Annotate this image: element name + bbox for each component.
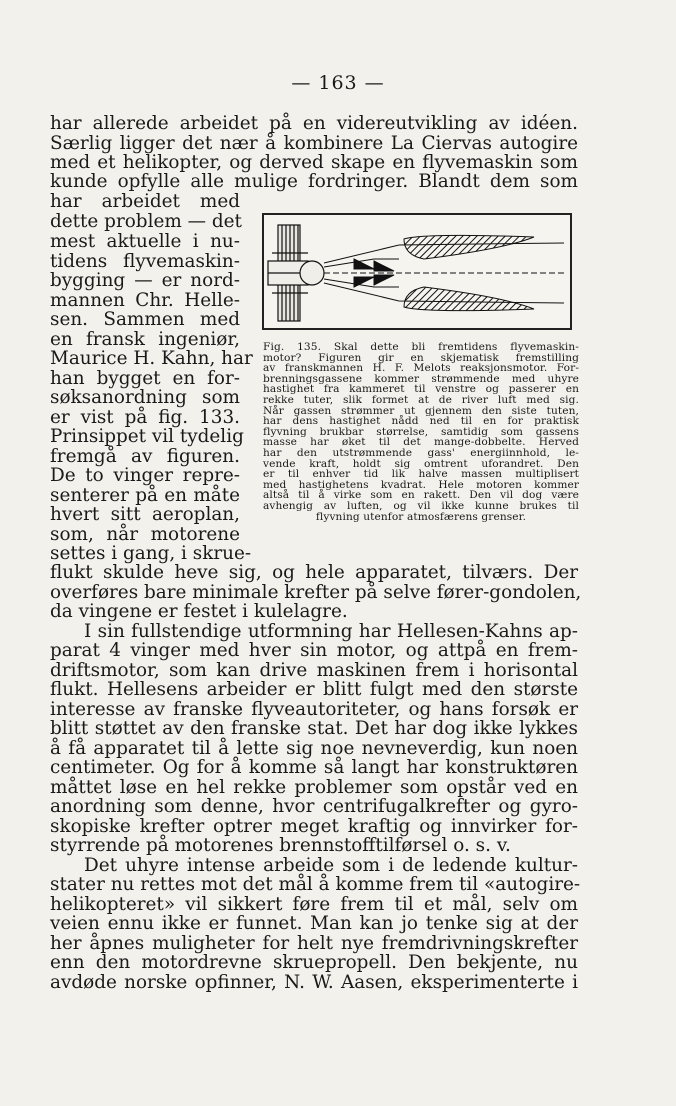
body-line: settes i gang, i skrue-: [50, 543, 252, 564]
figure-caption-line: Fig. 135. Skal dette bli fremtidens flyvemaskin-: [263, 341, 579, 353]
body-line: skopiske krefter optrer meget kraftig og innvirker for-: [50, 816, 578, 837]
body-line: en fransk ingeniør,: [50, 329, 240, 350]
figure-caption-line: avhengig av luften, og vil ikke kunne brukes til: [263, 500, 579, 512]
body-line: er vist på fig. 133.: [50, 407, 240, 428]
body-line: senterer på en måte: [50, 485, 240, 506]
body-line: styrrende på motorenes brennstofftilførsel o. s. v.: [50, 835, 511, 856]
figure-caption-line: med hastighetens kvadrat. Hele motoren kommer: [263, 478, 579, 491]
body-line: blitt støttet av den franske stat. Det har dog ikke lykkes: [50, 718, 578, 739]
figure-engine-diagram: [262, 213, 572, 330]
body-line: her åpnes muligheter for helt nye fremdrivningskrefter: [50, 933, 578, 954]
body-line: har allerede arbeidet på en videreutvikling av idéen.: [50, 113, 578, 134]
lower-hatched-tube: [404, 287, 534, 311]
body-line: søksanordning som: [50, 387, 240, 408]
body-line: kunde opfylle alle mulige fordringer. Blandt dem som: [50, 171, 578, 192]
upper-hatched-tube: [404, 235, 534, 259]
body-line: måttet løse en hel rekke problemer som opstår ved en: [50, 777, 578, 798]
body-line: mest aktuelle i nu-: [50, 231, 240, 252]
body-line: hvert sitt aeroplan,: [50, 504, 240, 525]
figure-caption-line: brenningsgassene kommer strømmende med uhyre: [263, 372, 579, 385]
figure-caption-line: altså til å virke som en rakett. Den vil dog være: [263, 489, 579, 502]
figure-caption-line: Når gassen strømmer ut gjennem den siste tuten,: [263, 404, 579, 417]
body-line: flukt skulde heve sig, og hele apparatet, tilværs. Der: [50, 562, 578, 583]
body-line: han bygget en for-: [50, 368, 240, 389]
body-line: som, når motorene: [50, 524, 240, 545]
figure-caption-line: vende kraft, holdt sig omtrent uforandret. Den: [263, 457, 579, 470]
body-line: overføres bare minimale krefter på selve fører-gondolen,: [50, 582, 582, 603]
body-line: har arbeidet med: [50, 191, 240, 212]
body-line: sen. Sammen med: [50, 309, 240, 330]
body-line: anordning som denne, hvor centrifugalkrefter og gyro-: [50, 796, 578, 817]
body-line: driftsmotor, som kan drive maskinen frem i horisontal: [50, 660, 578, 681]
figure-caption-line: rekke tuter, slik formet at de river luft med sig.: [263, 394, 579, 406]
body-line: med et helikopter, og derved skape en flyvemaskin som: [50, 152, 578, 173]
figure-caption-line: flyvning brukbar størrelse, samtidig som gassens: [263, 425, 579, 438]
body-line: centimeter. Og for å komme så langt har konstruktøren: [50, 757, 578, 778]
figure-caption-line: har dens hastighet nådd ned til en for praktisk: [263, 415, 579, 428]
body-line: interesse av franske flyveautoriteter, og hans forsøk er: [50, 699, 578, 720]
body-line: avdøde norske opfinner, N. W. Aasen, eksperimenterte i: [50, 972, 578, 993]
body-line: tidens flyvemaskin-: [50, 251, 240, 272]
body-line: Det uhyre intense arbeide som i de ledende kultur-: [84, 855, 578, 876]
combustion-chamber: [268, 225, 324, 321]
body-line: I sin fullstendige utformning har Hellesen-Kahns ap-: [84, 621, 578, 642]
body-line: fremgå av figuren.: [50, 446, 240, 467]
body-line: parat 4 vinger med hver sin motor, og attpå en frem-: [50, 640, 578, 661]
figure-caption-line: hastighet fra kammeret til venstre og passerer en: [263, 383, 579, 396]
body-line: dette problem — det: [50, 211, 242, 232]
body-line: bygging — er nord-: [50, 270, 240, 291]
page-number: — 163 —: [291, 72, 385, 94]
body-line: Prinsippet vil tydelig: [50, 426, 244, 447]
body-line: veien ennu ikke er funnet. Man kan jo tenke sig at der: [50, 913, 578, 934]
figure-caption-line: masse har øket til det mange-dobbelte. Herved: [263, 436, 579, 449]
body-line: da vingene er festet i kulelagre.: [50, 601, 348, 622]
body-line: mannen Chr. Helle-: [50, 290, 240, 311]
body-line: å få apparatet til å lette sig noe nevneverdig, kun noen: [50, 738, 578, 759]
reaction-engine-diagram: [264, 215, 570, 328]
figure-caption-line: er til enhver tid lik halve massen multiplisert: [263, 468, 579, 481]
body-line: flukt. Hellesens arbeider er blitt fulgt med den største: [50, 679, 578, 700]
body-line: Maurice H. Kahn, har: [50, 348, 253, 369]
body-line: De to vinger repre-: [50, 465, 240, 486]
figure-caption-line: motor? Figuren gir en skjematisk fremstilling: [263, 351, 579, 364]
figure-caption-line: av franskmannen H. F. Melots reaksjonsmotor. For-: [263, 362, 579, 375]
body-line: enn den motordrevne skruepropell. Den bekjente, nu: [50, 952, 578, 973]
body-line: Særlig ligger det nær å kombinere La Ciervas autogire: [50, 133, 578, 154]
body-line: helikopteret» vil sikkert føre frem til et mål, selv om: [50, 894, 578, 915]
body-line: stater nu rettes mot det mål å komme frem til «autogire-: [50, 874, 581, 895]
figure-caption-line: flyvning utenfor atmosfærens grenser.: [315, 510, 527, 523]
figure-caption-line: har den utstrømmende gass' energiinnhold, le-: [263, 447, 579, 459]
